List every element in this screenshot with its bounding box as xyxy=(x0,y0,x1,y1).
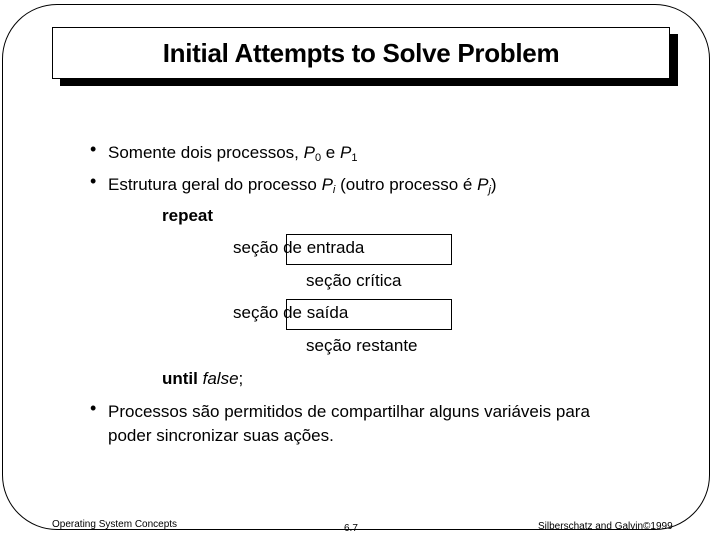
code-entry-section xyxy=(233,238,364,258)
code-until xyxy=(162,369,243,389)
code-remainder-section: seção restante xyxy=(306,336,418,355)
code-repeat: repeat xyxy=(162,206,214,225)
bullet-3-line-1: Processos são permitidos de compartilhar alguns variáveis para xyxy=(108,402,590,421)
process-subscript: i xyxy=(332,184,336,196)
slide-title: Initial Attempts to Solve Problem xyxy=(162,37,560,68)
process-subscript: 1 xyxy=(351,152,358,164)
entry-label-b: de entrada xyxy=(283,238,365,257)
bullet-marker: • xyxy=(90,398,97,418)
until-semicolon: ; xyxy=(238,369,244,388)
process-var: P xyxy=(477,175,489,194)
process-subscript: j xyxy=(488,184,491,196)
bullet-3 xyxy=(108,400,590,448)
process-var: P xyxy=(303,143,315,162)
footer-page-number: 6.7 xyxy=(344,523,358,534)
footer-right: Silberschatz and Galvin©1999 xyxy=(538,521,673,532)
process-var: P xyxy=(321,175,333,194)
bullet-marker: • xyxy=(90,171,97,191)
bullet-2-suffix: ) xyxy=(490,175,497,194)
process-var: P xyxy=(339,143,352,162)
process-subscript: 0 xyxy=(314,152,322,164)
bullet-1 xyxy=(108,141,357,170)
bullet-2-mid: (outro processo é xyxy=(335,175,478,194)
bullet-1-mid: e xyxy=(321,143,340,162)
bullet-marker: • xyxy=(90,139,97,159)
until-keyword: until xyxy=(162,369,198,388)
bullet-2-prefix: Estrutura geral do processo xyxy=(108,175,322,194)
entry-label-a: seção xyxy=(233,238,284,257)
bullet-2 xyxy=(108,173,497,202)
footer-left: Operating System Concepts xyxy=(52,519,178,530)
exit-label-b: de saída xyxy=(283,303,349,322)
bullet-1-prefix: Somente dois processos, xyxy=(108,143,304,162)
until-condition: false xyxy=(202,369,239,388)
exit-label-a: seção xyxy=(233,303,284,322)
code-critical-section: seção crítica xyxy=(306,271,402,290)
title-box xyxy=(52,27,670,79)
code-exit-section xyxy=(233,303,348,323)
bullet-3-line-2: poder sincronizar suas ações. xyxy=(108,426,334,445)
